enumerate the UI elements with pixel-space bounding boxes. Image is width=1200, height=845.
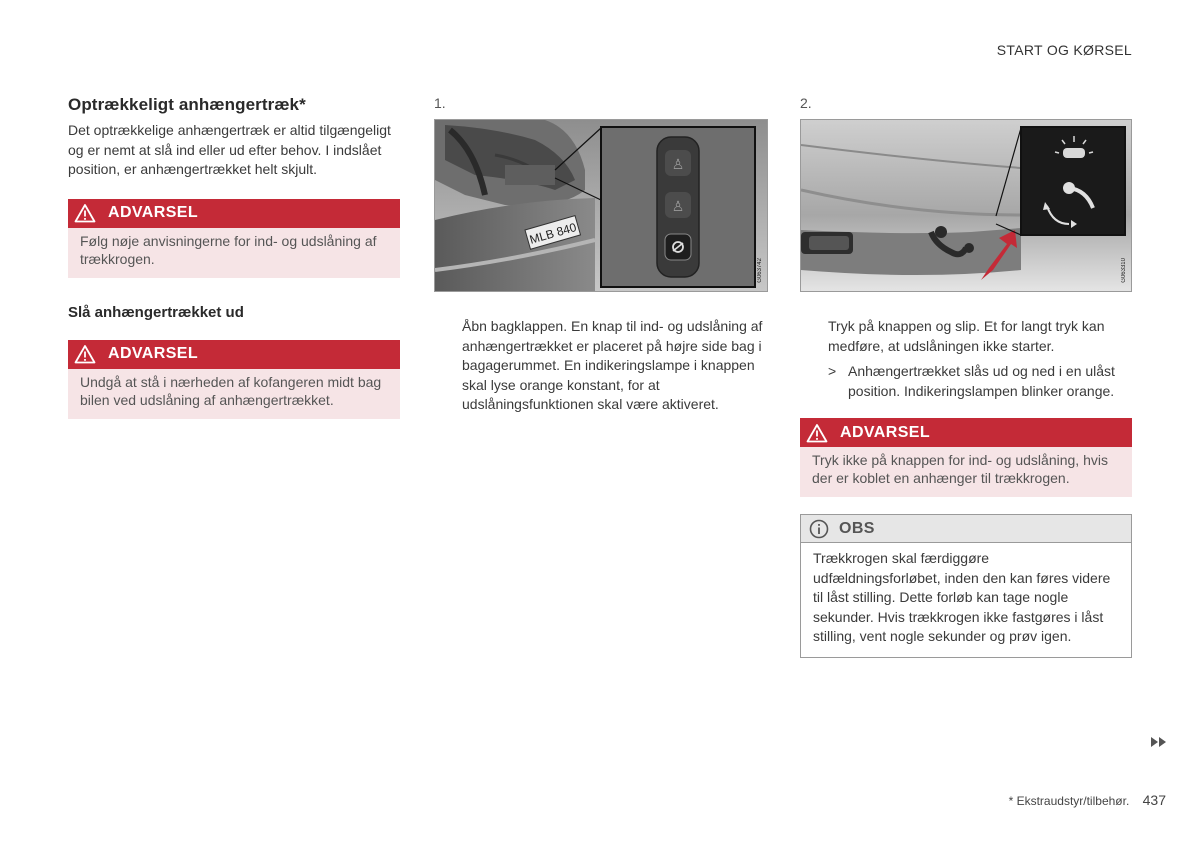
- warning-label: ADVARSEL: [108, 345, 199, 362]
- section-header: START OG KØRSEL: [996, 42, 1132, 58]
- note-header: [801, 515, 1131, 543]
- warning-box: [800, 418, 1132, 497]
- subsection-title: Slå anhængertrækket ud: [68, 303, 244, 321]
- warning-header: [68, 340, 400, 369]
- result-text: Anhængertrækket slås ud og ned i en ulåst position. Indikeringslampen blinker orange.: [848, 363, 1115, 399]
- page-footer: [1009, 792, 1166, 808]
- column-right: [800, 95, 1132, 658]
- note-label: OBS: [839, 519, 875, 537]
- figure-number: 1.: [434, 95, 446, 111]
- warning-text: Tryk ikke på knappen for ind- og udslåning, hvis der er koblet en anhænger til trækkrogen.: [812, 452, 1108, 486]
- warning-triangle-icon: [74, 344, 96, 364]
- figure-trunk-button: [434, 119, 768, 292]
- svg-text:♙: ♙: [671, 157, 685, 173]
- warning-triangle-icon: [74, 203, 96, 223]
- figure-number: 2.: [800, 95, 812, 111]
- result-item: [800, 362, 1132, 401]
- page-number: 437: [1142, 792, 1166, 808]
- warning-text: Følg nøje anvisningerne for ind- og udslåning af trækkrogen.: [80, 232, 377, 267]
- step-text: Tryk på knappen og slip. Et for langt tryk kan medføre, at udslåningen ikke starter.: [828, 318, 1105, 354]
- figure-towbar: [800, 119, 1132, 292]
- figure-code: G063742: [757, 258, 763, 283]
- info-icon: [809, 519, 829, 539]
- next-page-icon[interactable]: [1150, 736, 1168, 748]
- warning-header: [68, 199, 400, 228]
- column-left: [68, 95, 400, 419]
- note-text: Trækkrogen skal færdiggøre udfældningsforløbet, inden den kan føres videre til låst stilling. Dette forløb kan tage nogle sekunder. Hvis trækkrogen ikke fastgøres i låst stilling, vent nogle sekunder og prøv igen.: [813, 550, 1111, 644]
- towbar-illustration: [801, 120, 1132, 292]
- warning-label: ADVARSEL: [108, 204, 199, 221]
- warning-text: Undgå at stå i nærheden af kofangeren midt bag bilen ved udslåning af anhængertrækket.: [80, 373, 382, 408]
- warning-label: ADVARSEL: [840, 423, 931, 441]
- warning-box: [68, 340, 400, 419]
- warning-header: [800, 418, 1132, 447]
- column-middle: [434, 95, 768, 415]
- step-text: Åbn bagklappen. En knap til ind- og udslåning af anhængertrækket er placeret på højre side bag i bagagerummet. En indikeringslampe i knappen skal lyse orange konstant, for at udslåningsfunktionen skal være aktiveret.: [462, 318, 763, 412]
- section-title: Optrækkeligt anhængertræk*: [68, 95, 306, 114]
- license-plate-text: MLB 840: [528, 220, 579, 247]
- figure-code: G063310: [1121, 258, 1127, 283]
- trunk-illustration: [435, 120, 768, 292]
- warning-box: [68, 199, 400, 278]
- note-box: [800, 514, 1132, 658]
- svg-text:♙: ♙: [671, 199, 685, 215]
- footnote: * Ekstraudstyr/tilbehør.: [1008, 794, 1130, 808]
- intro-text: Det optrækkelige anhængertræk er altid tilgængeligt og er nemt at slå ind eller ud efter behov. I indslået position, er anhængertrækket helt skjult.: [68, 122, 391, 177]
- warning-triangle-icon: [806, 423, 828, 443]
- result-marker: >: [828, 363, 837, 379]
